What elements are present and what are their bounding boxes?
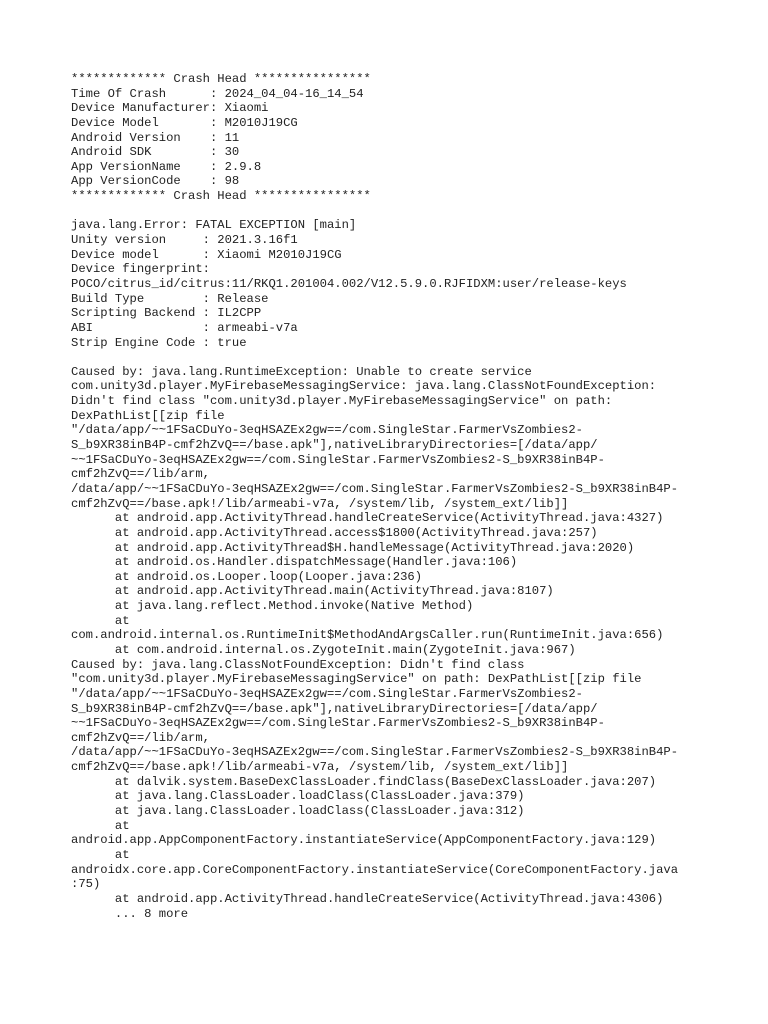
stack-frame-line: at android.app.ActivityThread$H.handleMessage(ActivityThread.java:2020) xyxy=(71,540,635,555)
crash-head-banner-bottom: ************* Crash Head **************** xyxy=(71,189,371,204)
crash-head-banner-top: ************* Crash Head **************** xyxy=(71,72,371,86)
android-sdk-line: Android SDK : 30 xyxy=(71,145,240,160)
app-version-name-line: App VersionName : 2.9.8 xyxy=(71,159,262,174)
stack-frame-line: at android.app.ActivityThread.main(ActivityThread.java:8107) xyxy=(71,584,554,599)
stack-frame-line: at android.os.Looper.loop(Looper.java:236) xyxy=(71,569,423,584)
caused-by-class-not-found-line: Caused by: java.lang.ClassNotFoundException: Didn't find class xyxy=(71,657,525,672)
dex-path-line: S_b9XR38inB4P-cmf2hZvQ==/base.apk"],nativeLibraryDirectories=[/data/app/ xyxy=(71,438,598,453)
dex-path-line: DexPathList[[zip file xyxy=(71,408,225,423)
stack-frame-line: at java.lang.ClassLoader.loadClass(ClassLoader.java:312) xyxy=(71,804,525,819)
unity-version-line: Unity version : 2021.3.16f1 xyxy=(71,233,298,248)
stack-frame-line: android.app.AppComponentFactory.instantiateService(AppComponentFactory.java:129) xyxy=(71,833,657,848)
dex-path-line: "/data/app/~~1FSaCDuYo-3eqHSAZEx2gw==/com.SingleStar.FarmerVsZombies2- xyxy=(71,686,583,701)
app-version-code-line: App VersionCode : 98 xyxy=(71,174,240,189)
blank-line xyxy=(71,204,731,219)
stack-frame-line: com.android.internal.os.RuntimeInit$MethodAndArgsCaller.run(RuntimeInit.java:656) xyxy=(71,628,664,643)
stack-frame-line: androidx.core.app.CoreComponentFactory.instantiateService(CoreComponentFactory.java xyxy=(71,862,679,877)
dex-path-line: cmf2hZvQ==/lib/arm, xyxy=(71,467,210,482)
dex-path-line: S_b9XR38inB4P-cmf2hZvQ==/base.apk"],nativeLibraryDirectories=[/data/app/ xyxy=(71,701,598,716)
scripting-backend-line: Scripting Backend : IL2CPP xyxy=(71,306,262,321)
caused-by-runtime-exception-line: Caused by: java.lang.RuntimeException: Unable to create service xyxy=(71,364,532,379)
exception-message-line: "com.unity3d.player.MyFirebaseMessagingService" on path: DexPathList[[zip file xyxy=(71,672,642,687)
device-model-detail-line: Device model : Xiaomi M2010J19CG xyxy=(71,247,342,262)
stack-frame-line: at com.android.internal.os.ZygoteInit.main(ZygoteInit.java:967) xyxy=(71,642,576,657)
stack-frame-line: at android.app.ActivityThread.handleCreateService(ActivityThread.java:4327) xyxy=(71,511,664,526)
stack-frame-line: at java.lang.reflect.Method.invoke(Native Method) xyxy=(71,599,474,614)
exception-message-line: Didn't find class "com.unity3d.player.MyFirebaseMessagingService" on path: xyxy=(71,394,613,409)
stack-frame-line: at xyxy=(71,847,130,862)
more-frames-line: ... 8 more xyxy=(71,906,189,921)
abi-line: ABI : armeabi-v7a xyxy=(71,320,298,335)
dex-path-line: ~~1FSaCDuYo-3eqHSAZEx2gw==/com.SingleStar.FarmerVsZombies2-S_b9XR38inB4P- xyxy=(71,452,605,467)
stack-frame-line: at xyxy=(71,818,130,833)
dex-path-line: cmf2hZvQ==/base.apk!/lib/armeabi-v7a, /system/lib, /system_ext/lib]] xyxy=(71,496,569,511)
dex-path-line: cmf2hZvQ==/lib/arm, xyxy=(71,730,210,745)
stack-frame-line: at android.app.ActivityThread.access$1800(ActivityThread.java:257) xyxy=(71,525,598,540)
stack-frame-line: at java.lang.ClassLoader.loadClass(ClassLoader.java:379) xyxy=(71,789,525,804)
stack-frame-line: at android.os.Handler.dispatchMessage(Handler.java:106) xyxy=(71,555,518,570)
build-type-line: Build Type : Release xyxy=(71,291,269,306)
stack-frame-line: at android.app.ActivityThread.handleCreateService(ActivityThread.java:4306) xyxy=(71,891,664,906)
device-fingerprint-value: POCO/citrus_id/citrus:11/RKQ1.201004.002/V12.5.9.0.RJFIDXM:user/release-keys xyxy=(71,276,627,291)
dex-path-line: ~~1FSaCDuYo-3eqHSAZEx2gw==/com.SingleStar.FarmerVsZombies2-S_b9XR38inB4P- xyxy=(71,716,605,731)
dex-path-line: /data/app/~~1FSaCDuYo-3eqHSAZEx2gw==/com.SingleStar.FarmerVsZombies2-S_b9XR38inB4P- xyxy=(71,745,679,760)
stack-frame-line: at dalvik.system.BaseDexClassLoader.findClass(BaseDexClassLoader.java:207) xyxy=(71,774,657,789)
android-version-line: Android Version : 11 xyxy=(71,130,240,145)
stack-frame-line: :75) xyxy=(71,877,101,892)
dex-path-line: cmf2hZvQ==/base.apk!/lib/armeabi-v7a, /system/lib, /system_ext/lib]] xyxy=(71,760,569,775)
dex-path-line: /data/app/~~1FSaCDuYo-3eqHSAZEx2gw==/com.SingleStar.FarmerVsZombies2-S_b9XR38inB4P- xyxy=(71,481,679,496)
device-model-line: Device Model : M2010J19CG xyxy=(71,115,298,130)
crash-log-document xyxy=(71,72,731,921)
exception-message-line: com.unity3d.player.MyFirebaseMessagingService: java.lang.ClassNotFoundException: xyxy=(71,379,657,394)
time-of-crash-line: Time Of Crash : 2024_04_04-16_14_54 xyxy=(71,86,364,101)
dex-path-line: "/data/app/~~1FSaCDuYo-3eqHSAZEx2gw==/com.SingleStar.FarmerVsZombies2- xyxy=(71,423,583,438)
fatal-exception-line: java.lang.Error: FATAL EXCEPTION [main] xyxy=(71,218,357,233)
device-fingerprint-label: Device fingerprint: xyxy=(71,262,210,277)
device-manufacturer-line: Device Manufacturer: Xiaomi xyxy=(71,101,269,116)
strip-engine-code-line: Strip Engine Code : true xyxy=(71,335,247,350)
stack-frame-line: at xyxy=(71,613,130,628)
blank-line xyxy=(71,350,731,365)
